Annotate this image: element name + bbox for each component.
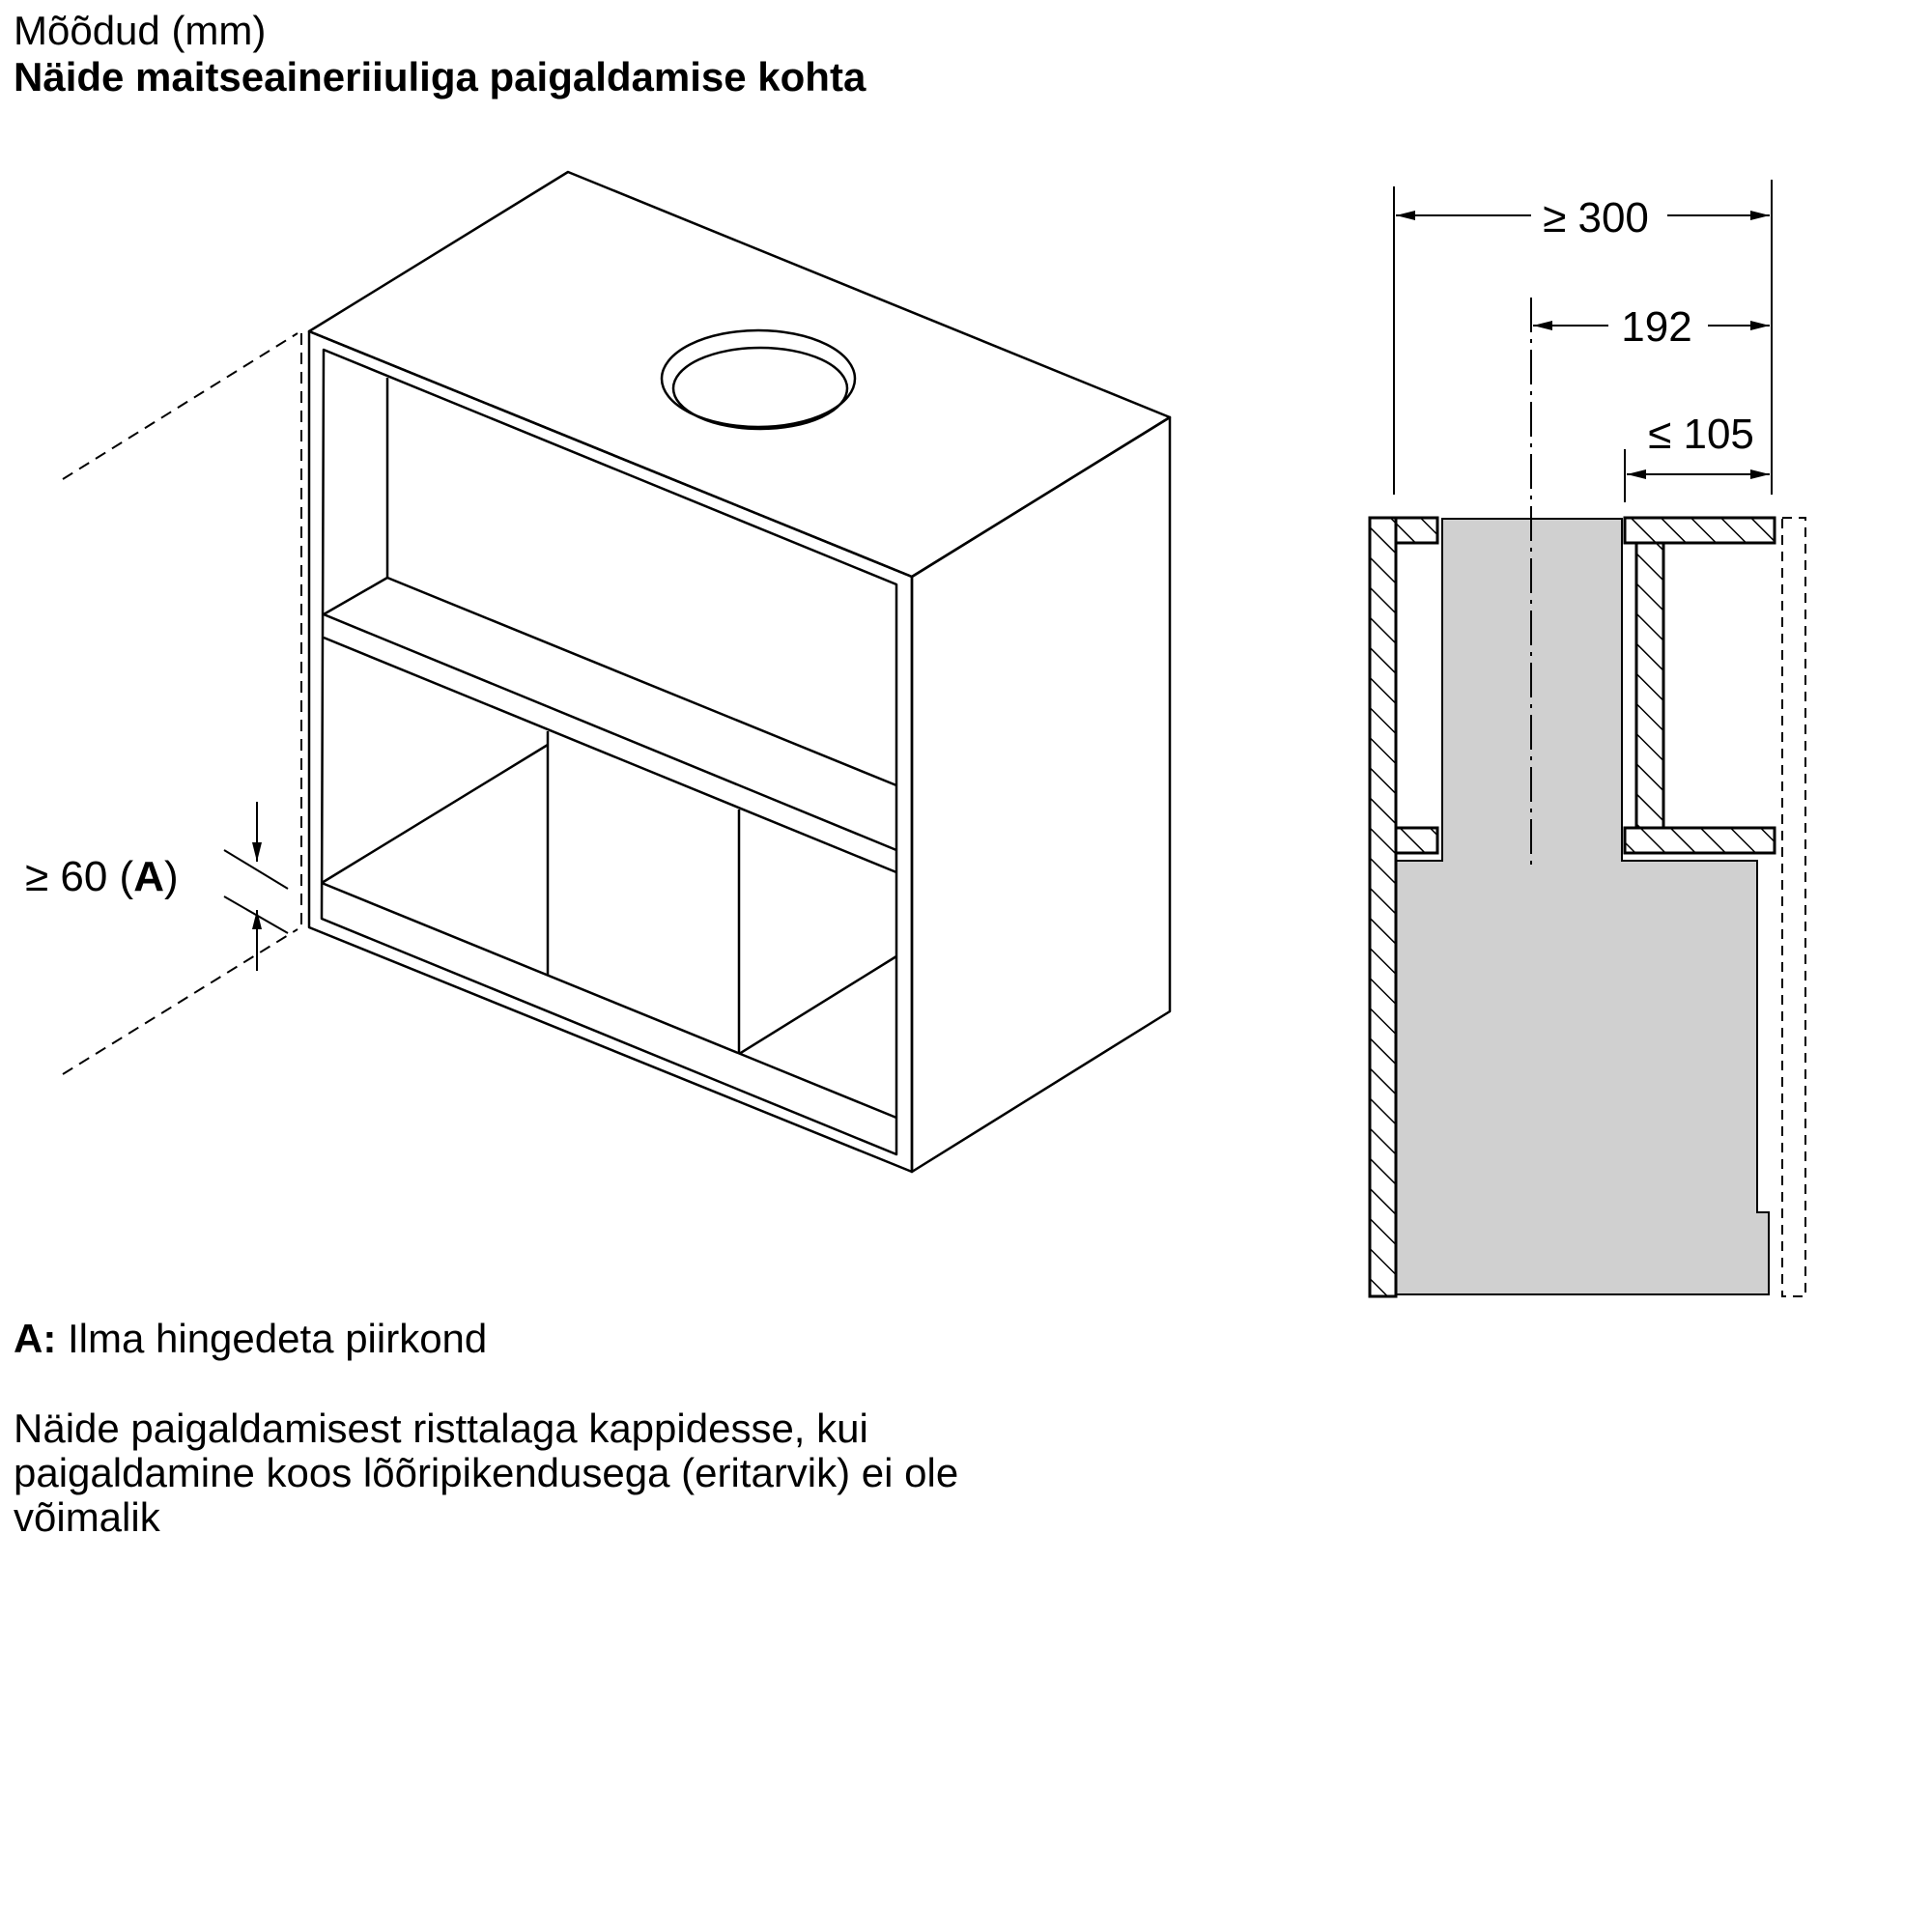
- page-title: Näide maitseaineriiuliga paigaldamise kohta: [14, 54, 867, 99]
- cabinet-top-face: [309, 172, 1170, 577]
- legend-note: [14, 1316, 487, 1362]
- left-crossbar: [1396, 828, 1437, 853]
- dim-width-label: ≥ 300: [1543, 194, 1649, 242]
- description-line: Näide paigaldamisest risttalaga kappidesse, kui: [14, 1406, 868, 1451]
- wall-dashed-lines: [63, 333, 301, 1074]
- dim-front-label: ≤ 105: [1648, 411, 1754, 458]
- clearance-label-key: A: [133, 853, 164, 900]
- dim-center-label: 192: [1621, 303, 1692, 351]
- section-view: [1370, 180, 1805, 1296]
- description: [14, 1406, 958, 1540]
- subtitle-units: Mõõdud (mm): [14, 8, 267, 53]
- cabinet-side-face: [912, 417, 1170, 1172]
- legend-key: A:: [14, 1316, 57, 1361]
- clearance-label-prefix: ≥ 60 (: [25, 853, 134, 900]
- cabinet-front-frame: [309, 331, 912, 1172]
- hood-body: [1396, 519, 1769, 1294]
- door-outline: [1782, 518, 1805, 1296]
- clearance-label-suffix: ): [163, 853, 179, 900]
- left-side-wall: [1370, 518, 1396, 1296]
- legend-text: Ilma hingedeta piirkond: [56, 1316, 488, 1361]
- description-line: paigaldamine koos lõõripikendusega (eritarvik) ei ole: [14, 1450, 959, 1495]
- right-top-board: [1625, 518, 1775, 543]
- clearance-label: [25, 853, 179, 900]
- description-line: võimalik: [14, 1494, 160, 1540]
- clearance-dimension: [224, 802, 288, 971]
- cabinet-inner-opening: [322, 350, 896, 1154]
- right-crossbar: [1625, 828, 1775, 853]
- cabinet-isometric: [309, 172, 1170, 1172]
- right-inner-panel: [1636, 543, 1663, 828]
- cabinet-bottom-shelf: [322, 745, 896, 1118]
